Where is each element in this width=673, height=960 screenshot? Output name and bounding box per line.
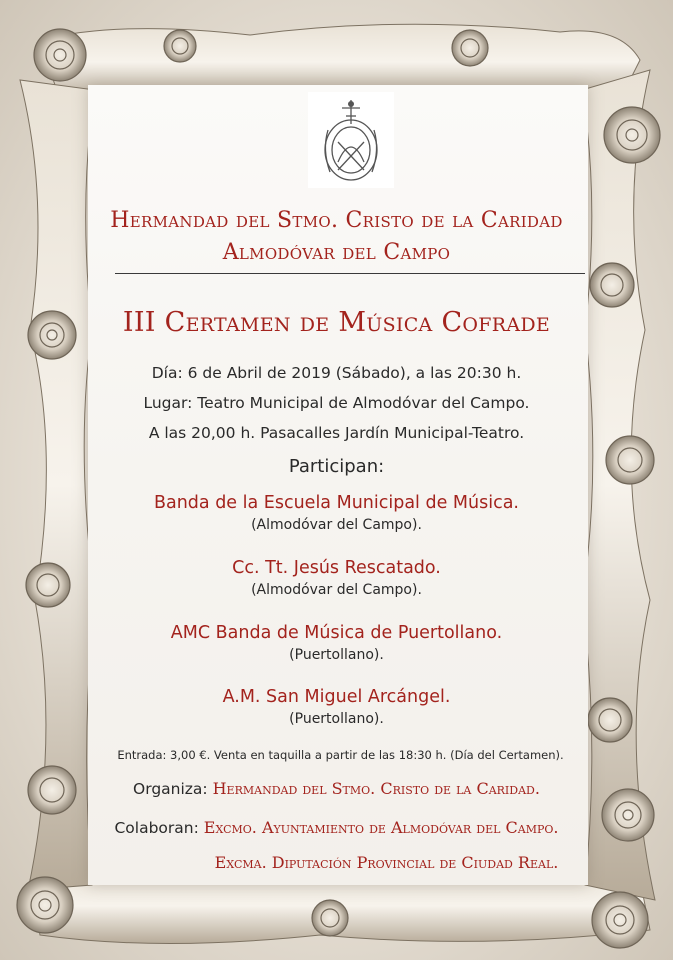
organiza-value: Hermandad del Stmo. Cristo de la Caridad. bbox=[212, 779, 540, 798]
brotherhood-crest-icon bbox=[308, 92, 394, 188]
colaboran-label: Colaboran: bbox=[114, 819, 199, 837]
header-divider bbox=[115, 273, 585, 274]
brotherhood-name: Hermandad del Stmo. Cristo de la Caridad bbox=[110, 208, 563, 233]
organiza-label: Organiza: bbox=[133, 780, 208, 798]
participant-name: Cc. Tt. Jesús Rescatado. bbox=[232, 558, 441, 578]
event-parade: A las 20,00 h. Pasacalles Jardín Municipal-Teatro. bbox=[148, 424, 525, 442]
participant-place: (Puertollano). bbox=[289, 647, 384, 663]
organiza-line bbox=[0, 779, 673, 798]
event-venue: Lugar: Teatro Municipal de Almodóvar del Campo. bbox=[143, 394, 530, 412]
participant-name: A.M. San Miguel Arcángel. bbox=[222, 687, 451, 707]
town-name: Almodóvar del Campo bbox=[222, 240, 451, 265]
parchment-sheet bbox=[88, 85, 588, 885]
participant-name: AMC Banda de Música de Puertollano. bbox=[170, 623, 503, 643]
participant-place: (Almodóvar del Campo). bbox=[251, 582, 422, 598]
participants-heading: Participan: bbox=[288, 456, 385, 477]
colaboran-value-2: Excma. Diputación Provincial de Ciudad Real. bbox=[214, 853, 559, 872]
colaboran-line bbox=[0, 818, 673, 837]
participant-place: (Almodóvar del Campo). bbox=[251, 517, 422, 533]
event-title: III Certamen de Música Cofrade bbox=[122, 307, 551, 338]
event-date: Día: 6 de Abril de 2019 (Sábado), a las 20:30 h. bbox=[151, 364, 522, 382]
colaboran-line-2 bbox=[50, 853, 673, 872]
colaboran-value-1: Excmo. Ayuntamiento de Almodóvar del Campo. bbox=[203, 818, 559, 837]
participant-name: Banda de la Escuela Municipal de Música. bbox=[153, 493, 519, 513]
participant-place: (Puertollano). bbox=[289, 711, 384, 727]
entry-info: Entrada: 3,00 €. Venta en taquilla a partir de las 18:30 h. (Día del Certamen). bbox=[117, 748, 564, 762]
